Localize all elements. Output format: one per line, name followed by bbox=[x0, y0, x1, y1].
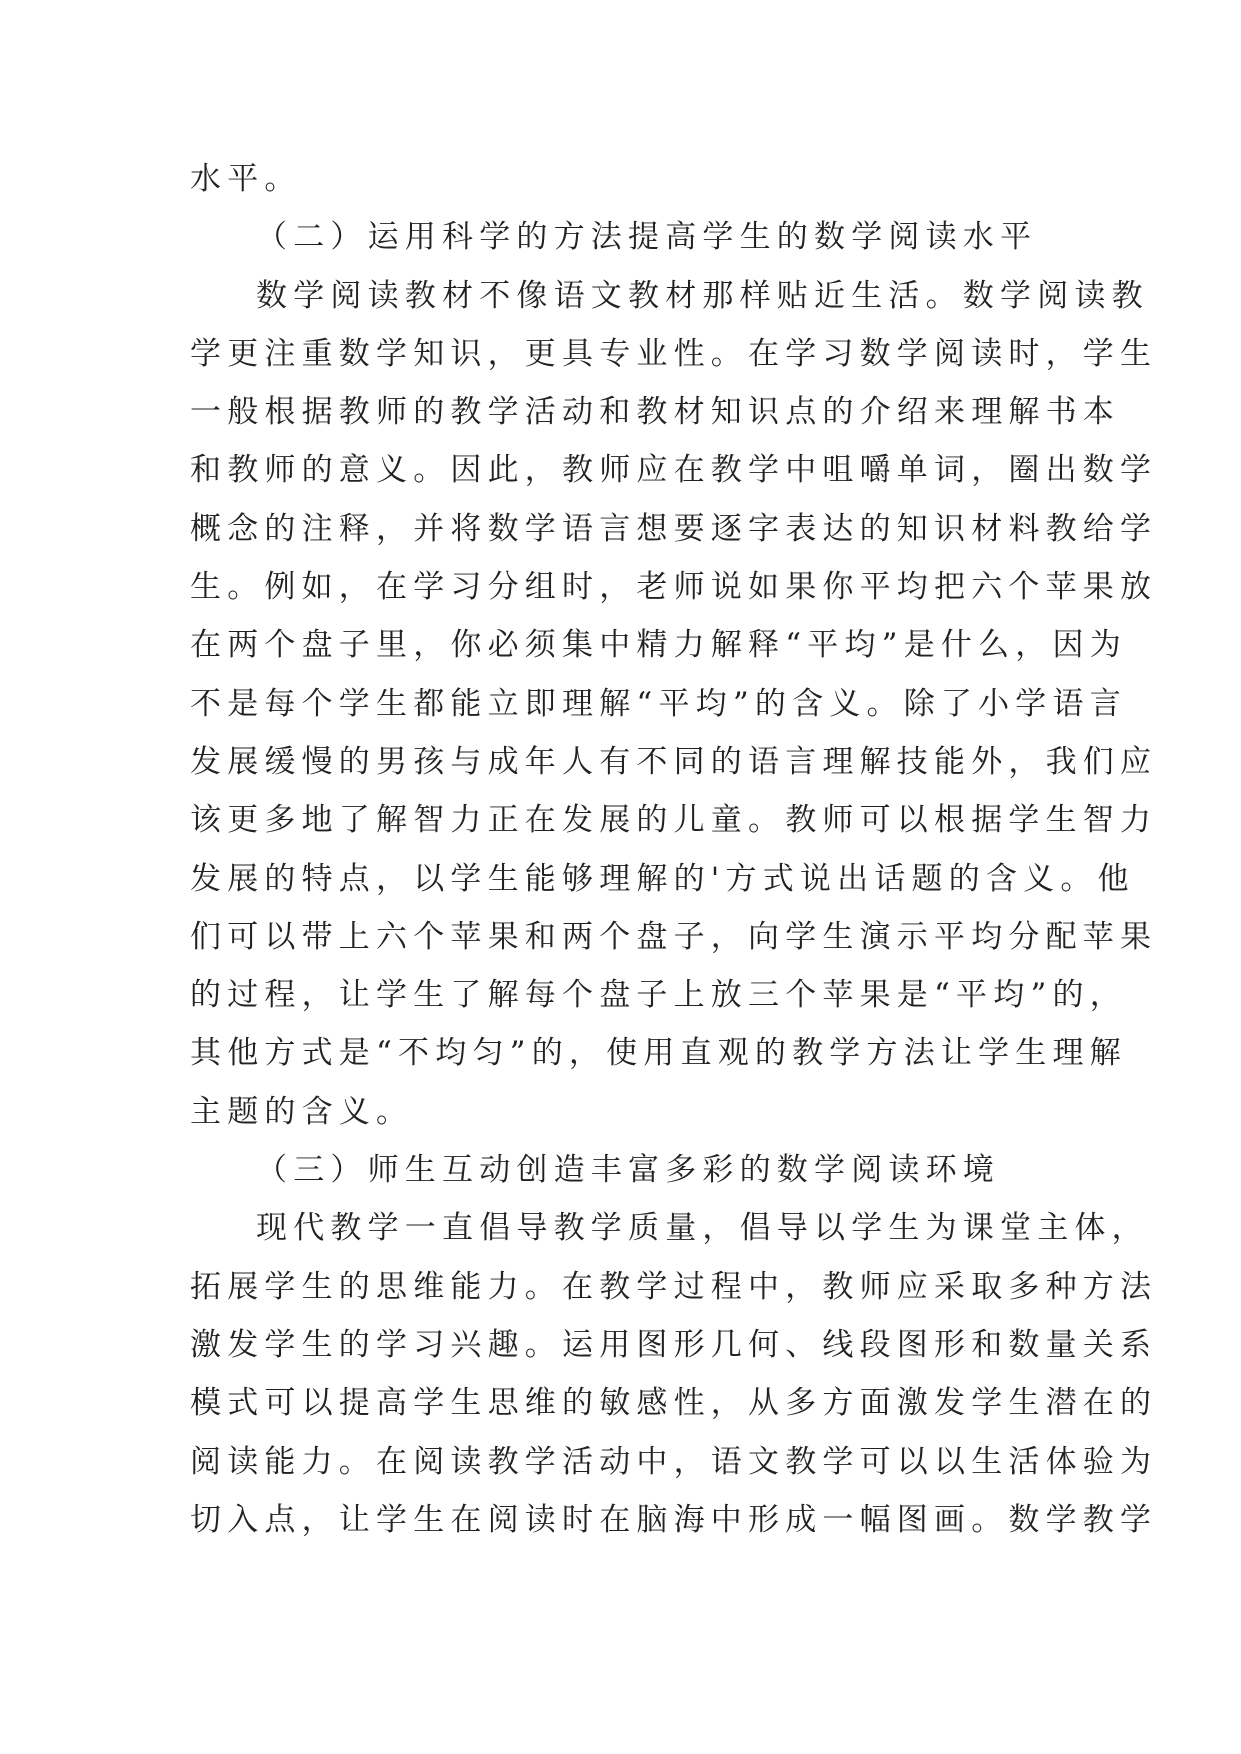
text-line: 和教师的意义。因此，教师应在教学中咀嚼单词，圈出数学 bbox=[190, 452, 1158, 489]
text-line: 数学阅读教材不像语文教材那样贴近生活。数学阅读教 bbox=[256, 277, 1149, 314]
text-line: 不是每个学生都能立即理解“平均”的含义。除了小学语言 bbox=[190, 685, 1127, 722]
text-line: 其他方式是“不均匀”的，使用直观的教学方法让学生理解 bbox=[190, 1035, 1127, 1072]
text-line: 的过程，让学生了解每个盘子上放三个苹果是“平均”的， bbox=[190, 977, 1127, 1014]
body-text bbox=[190, 150, 1158, 1549]
text-line: 学更注重数学知识，更具专业性。在学习数学阅读时，学生 bbox=[190, 335, 1158, 372]
text-line: 水平。 bbox=[190, 161, 302, 197]
text-line: 该更多地了解智力正在发展的儿童。教师可以根据学生智力 bbox=[190, 802, 1158, 839]
text-line: 模式可以提高学生思维的敏感性，从多方面激发学生潜在的 bbox=[190, 1385, 1158, 1422]
text-line: 们可以带上六个苹果和两个盘子，向学生演示平均分配苹果 bbox=[190, 918, 1158, 955]
section-heading-3: （三）师生互动创造丰富多彩的数学阅读环境 bbox=[256, 1152, 1000, 1189]
text-line: 在两个盘子里，你必须集中精力解释“平均”是什么，因为 bbox=[190, 627, 1127, 664]
text-line: 概念的注释，并将数学语言想要逐字表达的知识材料教给学 bbox=[190, 510, 1158, 547]
text-line: 激发学生的学习兴趣。运用图形几何、线段图形和数量关系 bbox=[190, 1326, 1158, 1363]
text-line: 现代教学一直倡导教学质量，倡导以学生为课堂主体， bbox=[256, 1210, 1149, 1247]
text-line: 生。例如，在学习分组时，老师说如果你平均把六个苹果放 bbox=[190, 569, 1158, 606]
text-line: 阅读能力。在阅读教学活动中，语文教学可以以生活体验为 bbox=[190, 1443, 1158, 1480]
text-line: 一般根据教师的教学活动和教材知识点的介绍来理解书本 bbox=[190, 394, 1120, 431]
text-line: 发展缓慢的男孩与成年人有不同的语言理解技能外，我们应 bbox=[190, 743, 1158, 780]
text-line: 切入点，让学生在阅读时在脑海中形成一幅图画。数学教学 bbox=[190, 1501, 1158, 1538]
section-heading-2: （二）运用科学的方法提高学生的数学阅读水平 bbox=[256, 219, 1038, 256]
text-line: 主题的含义。 bbox=[190, 1093, 414, 1130]
text-line: 拓展学生的思维能力。在教学过程中，教师应采取多种方法 bbox=[190, 1268, 1158, 1305]
text-line: 发展的特点，以学生能够理解的'方式说出话题的含义。他 bbox=[190, 860, 1135, 897]
